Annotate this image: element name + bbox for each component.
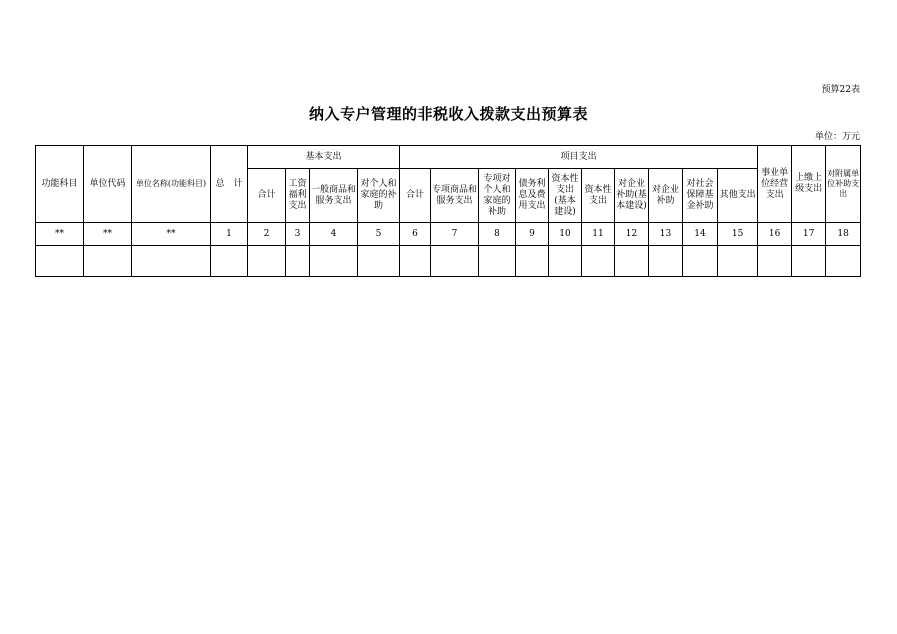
data-cell (826, 246, 861, 277)
data-cell (549, 246, 582, 277)
data-cell (310, 246, 358, 277)
data-cell (286, 246, 310, 277)
unit-label: 单位：万元 (814, 132, 860, 142)
data-cell (758, 246, 792, 277)
header-other-0: 事业单位经营支出 (758, 146, 792, 223)
header-project-6: 对企业补助(基本建设) (615, 169, 649, 223)
data-cell (479, 246, 516, 277)
data-cell (358, 246, 400, 277)
index-cell: 2 (248, 223, 286, 246)
data-cell (400, 246, 431, 277)
data-cell (683, 246, 718, 277)
index-cell: 17 (792, 223, 826, 246)
header-project-0: 合计 (400, 169, 431, 223)
form-number: 预算22表 (821, 85, 860, 95)
data-cell (211, 246, 248, 277)
data-cell (582, 246, 615, 277)
index-cell: 5 (358, 223, 400, 246)
header-basic-1: 工资福利支出 (286, 169, 310, 223)
index-cell: 7 (431, 223, 479, 246)
header-basic-group: 基本支出 (248, 146, 400, 169)
data-cell (84, 246, 132, 277)
data-cell (615, 246, 649, 277)
data-cell (248, 246, 286, 277)
data-cell (516, 246, 549, 277)
header-project-2: 专项对个人和家庭的补助 (479, 169, 516, 223)
header-project-group: 项目支出 (400, 146, 758, 169)
index-cell: 9 (516, 223, 549, 246)
index-cell: ** (84, 223, 132, 246)
data-cell (431, 246, 479, 277)
header-project-7: 对企业补助 (649, 169, 683, 223)
index-cell: 15 (718, 223, 758, 246)
index-cell: 8 (479, 223, 516, 246)
page-title: 纳入专户管理的非税收入拨款支出预算表 (308, 105, 588, 123)
header-basic-2: 一般商品和服务支出 (310, 169, 358, 223)
index-cell: 11 (582, 223, 615, 246)
header-func-subject: 功能科目 (36, 146, 84, 223)
data-cell (36, 246, 84, 277)
index-cell: 18 (826, 223, 861, 246)
budget-table (35, 145, 861, 277)
index-cell: 13 (649, 223, 683, 246)
header-project-1: 专项商品和服务支出 (431, 169, 479, 223)
header-project-5: 资本性支出 (582, 169, 615, 223)
index-cell: ** (36, 223, 84, 246)
header-unit-name: 单位名称(功能科目) (132, 146, 211, 223)
index-cell: 12 (615, 223, 649, 246)
header-project-9: 其他支出 (718, 169, 758, 223)
header-project-8: 对社会保障基金补助 (683, 169, 718, 223)
index-cell: 14 (683, 223, 718, 246)
header-other-2: 对附属单位补助支出 (826, 146, 861, 223)
table-row (36, 223, 861, 246)
index-cell: 10 (549, 223, 582, 246)
index-cell: 3 (286, 223, 310, 246)
header-unit-code: 单位代码 (84, 146, 132, 223)
header-basic-0: 合计 (248, 169, 286, 223)
data-cell (792, 246, 826, 277)
table-row-empty (36, 246, 861, 277)
data-cell (718, 246, 758, 277)
index-cell: ** (132, 223, 211, 246)
header-project-3: 债务利息及费用支出 (516, 169, 549, 223)
header-basic-3: 对个人和家庭的补助 (358, 169, 400, 223)
header-project-4: 资本性支出(基本建设) (549, 169, 582, 223)
index-cell: 4 (310, 223, 358, 246)
data-cell (649, 246, 683, 277)
index-cell: 1 (211, 223, 248, 246)
header-other-1: 上缴上级支出 (792, 146, 826, 223)
index-cell: 6 (400, 223, 431, 246)
index-cell: 16 (758, 223, 792, 246)
data-cell (132, 246, 211, 277)
header-total: 总 计 (211, 146, 248, 223)
